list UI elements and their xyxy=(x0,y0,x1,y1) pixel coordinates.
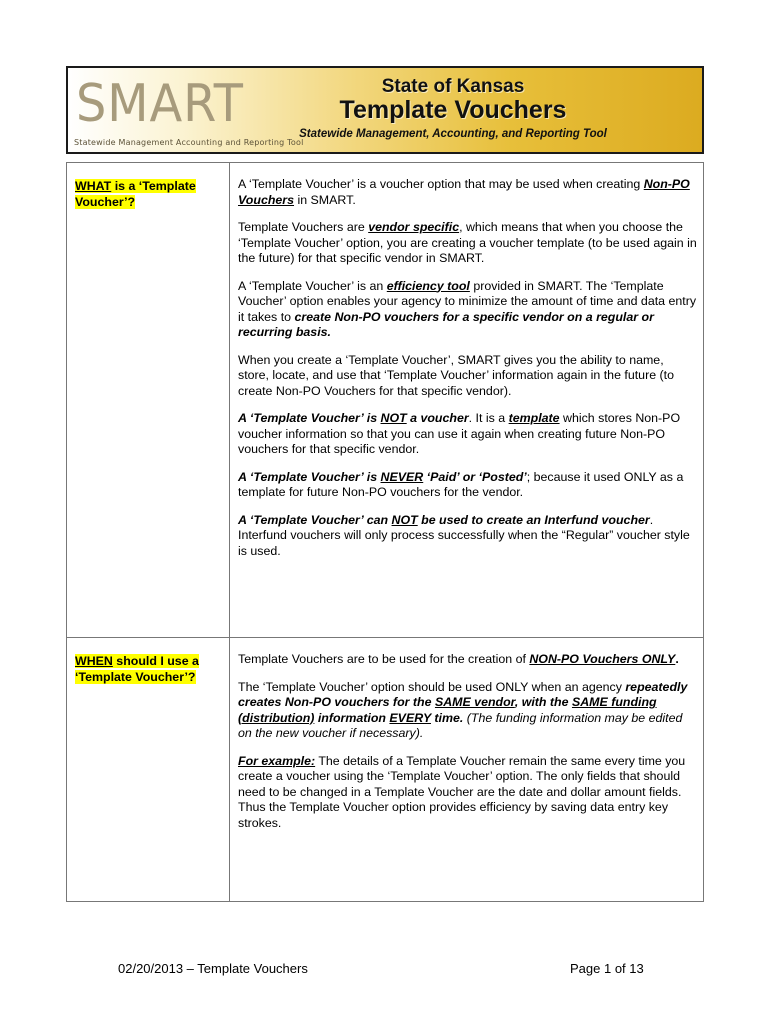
table-row xyxy=(67,638,704,902)
footer-page-number: Page 1 of 13 xyxy=(570,961,644,976)
row-label: WHEN should I use a ‘Template Voucher’? xyxy=(75,654,199,684)
logo-text: SMART xyxy=(76,74,244,134)
paragraph: When you create a ‘Template Voucher’, SMART gives you the ability to name, store, locate, and use that ‘Template Voucher’ information again in the future (to create Non-PO Vouchers for that specific vendor). xyxy=(238,352,674,398)
paragraph: For example: The details of a Template Voucher remain the same every time you create a voucher using the ‘Template Voucher’ option. The only fields that should need to be changed in a Template Voucher are the date and dollar amount fields. Thus the Template Voucher option provides efficiency by saving data entry key strokes. xyxy=(238,753,686,830)
row-label-cell xyxy=(67,638,230,902)
paragraph: Template Vouchers are to be used for the creation of NON-PO Vouchers ONLY. xyxy=(238,652,679,666)
content-table xyxy=(66,162,704,902)
table-row xyxy=(67,163,704,638)
paragraph: A ‘Template Voucher’ is NEVER ‘Paid’ or ‘Posted’; because it used ONLY as a template for future Non-PO vouchers for the vendor. xyxy=(238,469,684,499)
row-content-cell xyxy=(230,163,704,638)
tagline: Statewide Management, Accounting, and Reporting Tool xyxy=(299,128,607,140)
paragraph: A ‘Template Voucher’ is an efficiency tool provided in SMART. The ‘Template Voucher’ option enables your agency to minimize the amount of time and data entry it takes to create Non-PO vouchers for a specific vendor on a regular or recurring basis. xyxy=(238,278,697,339)
row-content-cell xyxy=(230,638,704,902)
paragraph: The ‘Template Voucher’ option should be used ONLY when an agency repeatedly creates Non-PO vouchers for the SAME vendor, with the SAME funding (distribution) information EVERY time. (The funding information may be edited on the new voucher if necessary). xyxy=(238,679,688,740)
logo-subtitle: Statewide Management Accounting and Reporting Tool xyxy=(74,138,304,147)
paragraph: Template Vouchers are vendor specific, which means that when you choose the ‘Template Voucher’ option, you are creating a voucher template (to be used again in the future) for that specific vendor in SMART. xyxy=(238,220,697,265)
page-subtitle: Template Vouchers xyxy=(339,96,567,124)
paragraph: A ‘Template Voucher’ can NOT be used to create an Interfund voucher. Interfund vouchers will only process successfully when the “Regular” voucher style is used. xyxy=(238,512,690,558)
paragraph: A ‘Template Voucher’ is a voucher option that may be used when creating Non-PO Vouchers in SMART. xyxy=(238,177,690,207)
paragraph: A ‘Template Voucher’ is NOT a voucher. It is a template which stores Non-PO voucher information so that you can use it again when creating future Non-PO vouchers for that specific vendor. xyxy=(238,411,681,456)
header-banner xyxy=(66,66,704,154)
row-label: WHAT is a ‘Template Voucher’? xyxy=(75,179,196,209)
page-title: State of Kansas xyxy=(381,76,525,97)
footer-date-title: 02/20/2013 – Template Vouchers xyxy=(118,961,308,976)
row-label-cell xyxy=(67,163,230,638)
